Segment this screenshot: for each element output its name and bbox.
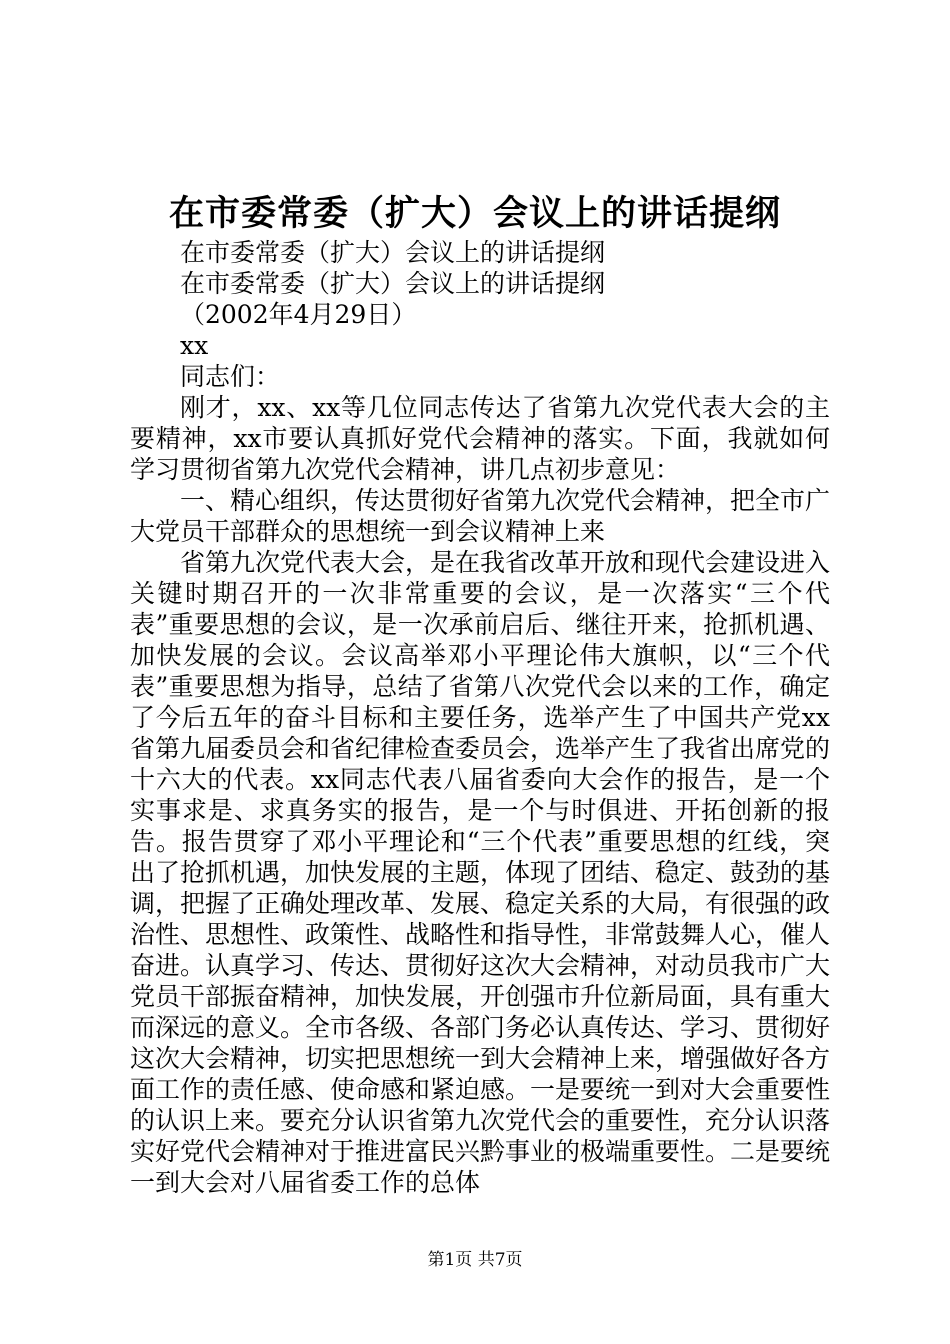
section-heading: 一、精心组织，传达贯彻好省第九次党代会精神，把全市广大党员干部群众的思想统一到会议精神上来: [130, 486, 831, 546]
subtitle-line: 在市委常委（扩大）会议上的讲话提纲: [180, 238, 606, 267]
body-paragraph: 刚才，xx、xx等几位同志传达了省第九次党代表大会的主要精神，xx市要认真抓好党代会精神的落实。下面，我就如何学习贯彻省第九次党代会精神，讲几点初步意见：: [130, 393, 830, 484]
document-title: 在市委常委（扩大）会议上的讲话提纲: [168, 193, 781, 234]
salutation-line: 同志们：: [180, 362, 281, 391]
page-footer: 第1页 共7页: [427, 1250, 523, 1270]
body-paragraph: 省第九次党代表大会，是在我省改革开放和现代会建设进入关键时期召开的一次非常重要的会议，是一次落实“三个代表”重要思想的会议，是一次承前启后、继往开来，抢抓机遇、加快发展的会议。会议高举邓小平理论伟大旗帜，以“三个代表”重要思想为指导，总结了省第八次党代会以来的工作，确定了今后五年的奋斗目标和主要任务，选举产生了中国共产党xx省第九届委员会和省纪律检查委员会，选举产生了我省出席党的十六大的代表。xx同志代表八届省委向大会作的报告，是一个实事求是、求真务实的报告，是一个与时俱进、开拓创新的报告。报告贯穿了邓小平理论和“三个代表”重要思想的红线，突出了抢抓机遇，加快发展的主题，体现了团结、稳定、鼓劲的基调，把握了正确处理改革、发展、稳定关系的大局，有很强的政治性、思想性、政策性、战略性和指导性，非常鼓舞人心，催人奋进。认真学习、传达、贯彻好这次大会精神，对动员我市广大党员干部振奋精神，加快发展，开创强市升位新局面，具有重大而深远的意义。全市各级、各部门务必认真传达、学习、贯彻好这次大会精神，切实把思想统一到大会精神上来，增强做好各方面工作的责任感、使命感和紧迫感。一是要统一到对大会重要性的认识上来。要充分认识省第九次党代会的重要性，充分认识落实好党代会精神对于推进富民兴黔事业的极端重要性。二是要统一到大会对八届省委工作的总体: [130, 548, 831, 1197]
date-line: （2002年4月29日）: [180, 300, 417, 329]
speaker-line: xx: [180, 331, 209, 360]
document-body: [130, 237, 830, 1198]
subtitle-line: 在市委常委（扩大）会议上的讲话提纲: [180, 269, 606, 298]
